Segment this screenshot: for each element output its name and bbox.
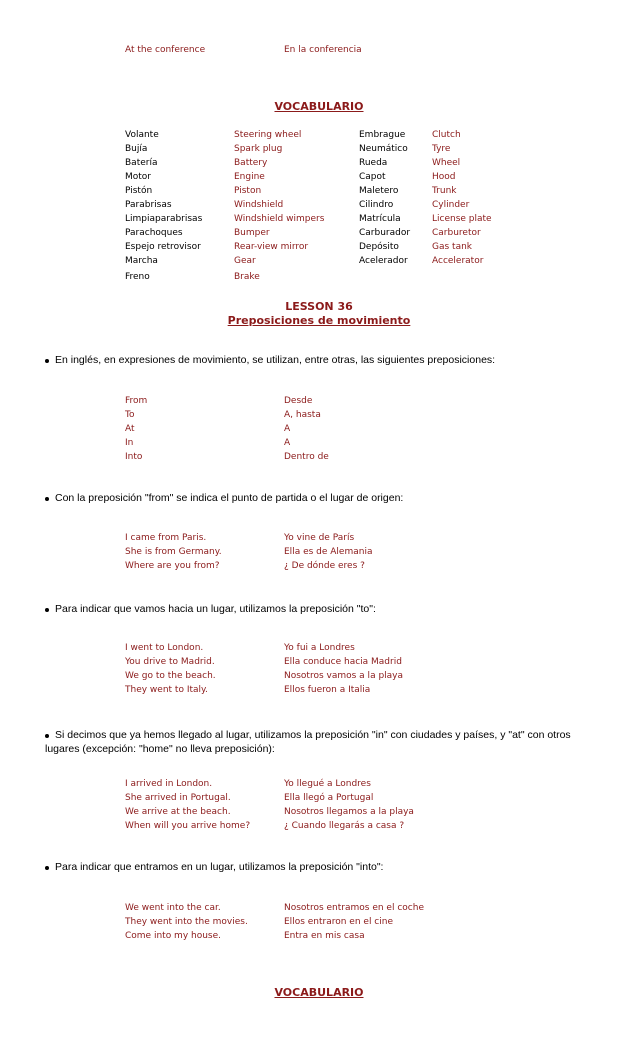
pair-spanish: Yo vine de París — [284, 533, 355, 543]
vocab-row — [125, 172, 525, 186]
translation-pair — [125, 533, 485, 547]
pair-spanish: ¿ Cuando llegarás a casa ? — [284, 821, 405, 831]
translation-pair — [125, 807, 485, 821]
vocab-english: Piston — [234, 186, 262, 196]
pair-spanish: Ella llegó a Portugal — [284, 793, 374, 803]
translation-pair — [125, 452, 485, 466]
vocab-row — [125, 158, 525, 172]
top-pair — [125, 45, 485, 59]
vocab-spanish: Limpiaparabrisas — [125, 214, 203, 224]
pair-spanish: Ellos fueron a Italia — [284, 685, 371, 695]
translation-pair — [125, 821, 485, 835]
vocabulary-heading-bottom: VOCABULARIO — [274, 986, 364, 999]
pair-spanish: Nosotros llegamos a la playa — [284, 807, 414, 817]
pair-spanish: En la conferencia — [284, 45, 362, 55]
pair-english: To — [125, 410, 135, 420]
pair-english: I went to London. — [125, 643, 204, 653]
lesson-title: LESSON 36 — [285, 300, 353, 313]
pair-spanish: A, hasta — [284, 410, 321, 420]
pair-spanish: Nosotros entramos en el coche — [284, 903, 424, 913]
vocab-spanish: Depósito — [359, 242, 399, 252]
pair-english: I arrived in London. — [125, 779, 213, 789]
pair-english: Into — [125, 452, 143, 462]
vocab-english: Windshield wimpers — [234, 214, 325, 224]
translation-pair — [125, 561, 485, 575]
vocab-english: Spark plug — [234, 144, 283, 154]
bullet-icon — [45, 866, 49, 870]
translation-pair — [125, 657, 485, 671]
vocab-spanish: Marcha — [125, 256, 158, 266]
bullet-icon — [45, 608, 49, 612]
bullet-icon — [45, 734, 49, 738]
pair-spanish: Dentro de — [284, 452, 329, 462]
vocab-english: Gas tank — [432, 242, 472, 252]
pair-english: She is from Germany. — [125, 547, 222, 557]
vocab-spanish: Neumático — [359, 144, 408, 154]
vocab-spanish: Bujía — [125, 144, 148, 154]
pair-spanish: Yo llegué a Londres — [284, 779, 371, 789]
vocab-english: Hood — [432, 172, 456, 182]
vocab-spanish: Maletero — [359, 186, 399, 196]
section-text: En inglés, en expresiones de movimiento, se utilizan, entre otras, las siguientes preposiciones: — [55, 354, 496, 366]
vocab-row — [125, 256, 525, 270]
pair-spanish: ¿ De dónde eres ? — [284, 561, 365, 571]
pair-spanish: Ellos entraron en el cine — [284, 917, 393, 927]
vocab-row — [125, 228, 525, 242]
translation-pair — [125, 917, 485, 931]
vocab-english: Gear — [234, 256, 256, 266]
vocab-english: Carburetor — [432, 228, 481, 238]
lesson-subtitle: Preposiciones de movimiento — [227, 314, 411, 327]
vocab-spanish: Cilindro — [359, 200, 394, 210]
translation-pair — [125, 685, 485, 699]
vocab-spanish: Volante — [125, 130, 159, 140]
pair-english: You drive to Madrid. — [125, 657, 215, 667]
vocab-row — [125, 130, 525, 144]
translation-pair — [125, 410, 485, 424]
vocab-row — [125, 272, 525, 286]
translation-pair — [125, 438, 485, 452]
bullet-icon — [45, 497, 49, 501]
vocab-english: Accelerator — [432, 256, 484, 266]
vocab-row — [125, 214, 525, 228]
pair-english: We arrive at the beach. — [125, 807, 231, 817]
vocab-english: Trunk — [432, 186, 457, 196]
vocab-spanish: Pistón — [125, 186, 153, 196]
vocab-spanish: Capot — [359, 172, 386, 182]
pair-english: She arrived in Portugal. — [125, 793, 231, 803]
vocab-row — [125, 144, 525, 158]
vocab-english: Engine — [234, 172, 265, 182]
vocab-spanish: Freno — [125, 272, 150, 282]
section-text: Para indicar que vamos hacia un lugar, utilizamos la preposición "to": — [55, 603, 376, 615]
vocabulary-heading: VOCABULARIO — [274, 100, 364, 113]
section-text: Con la preposición "from" se indica el punto de partida o el lugar de origen: — [55, 492, 404, 504]
vocab-spanish: Embrague — [359, 130, 406, 140]
vocab-spanish: Motor — [125, 172, 152, 182]
section-text-continued: lugares (excepción: "home" no lleva preposición): — [45, 743, 275, 755]
pair-english: We went into the car. — [125, 903, 221, 913]
vocab-english: Clutch — [432, 130, 461, 140]
pair-english: At — [125, 424, 135, 434]
vocab-spanish: Parachoques — [125, 228, 183, 238]
bullet-icon — [45, 359, 49, 363]
translation-pair — [125, 931, 485, 945]
vocab-spanish: Rueda — [359, 158, 388, 168]
translation-pair — [125, 779, 485, 793]
vocab-spanish: Matrícula — [359, 214, 401, 224]
vocab-row — [125, 200, 525, 214]
pair-english: They went to Italy. — [125, 685, 208, 695]
pair-english: In — [125, 438, 134, 448]
pair-spanish: Entra en mis casa — [284, 931, 365, 941]
pair-spanish: A — [284, 424, 291, 434]
pair-spanish: Nosotros vamos a la playa — [284, 671, 404, 681]
pair-english: Where are you from? — [125, 561, 220, 571]
vocab-row — [125, 186, 525, 200]
translation-pair — [125, 396, 485, 410]
vocab-english: Bumper — [234, 228, 270, 238]
vocab-english: Brake — [234, 272, 260, 282]
pair-english: When will you arrive home? — [125, 821, 251, 831]
translation-pair — [125, 547, 485, 561]
vocab-spanish: Parabrisas — [125, 200, 172, 210]
pair-spanish: A — [284, 438, 291, 448]
pair-spanish: Ella conduce hacia Madrid — [284, 657, 402, 667]
vocab-english: Tyre — [432, 144, 451, 154]
pair-spanish: Yo fui a Londres — [284, 643, 355, 653]
pair-english: From — [125, 396, 148, 406]
vocab-spanish: Espejo retrovisor — [125, 242, 201, 252]
translation-pair — [125, 793, 485, 807]
pair-spanish: Desde — [284, 396, 313, 406]
vocab-spanish: Batería — [125, 158, 158, 168]
vocab-english: Battery — [234, 158, 268, 168]
translation-pair — [125, 643, 485, 657]
vocab-english: License plate — [432, 214, 492, 224]
pair-spanish: Ella es de Alemania — [284, 547, 373, 557]
vocab-english: Cylinder — [432, 200, 470, 210]
pair-english: Come into my house. — [125, 931, 222, 941]
vocab-english: Rear-view mirror — [234, 242, 309, 252]
pair-english: We go to the beach. — [125, 671, 216, 681]
section-text: Para indicar que entramos en un lugar, utilizamos la preposición "into": — [55, 861, 384, 873]
translation-pair — [125, 903, 485, 917]
vocab-english: Windshield — [234, 200, 284, 210]
translation-pair — [125, 671, 485, 685]
pair-english: I came from Paris. — [125, 533, 207, 543]
vocab-spanish: Acelerador — [359, 256, 408, 266]
vocab-english: Wheel — [432, 158, 461, 168]
pair-english: At the conference — [125, 45, 206, 55]
vocab-spanish: Carburador — [359, 228, 411, 238]
translation-pair — [125, 424, 485, 438]
vocab-english: Steering wheel — [234, 130, 302, 140]
vocab-row — [125, 242, 525, 256]
section-text: Si decimos que ya hemos llegado al lugar, utilizamos la preposición "in" con ciudades y países, y "at" con otros — [55, 729, 571, 741]
pair-english: They went into the movies. — [125, 917, 248, 927]
